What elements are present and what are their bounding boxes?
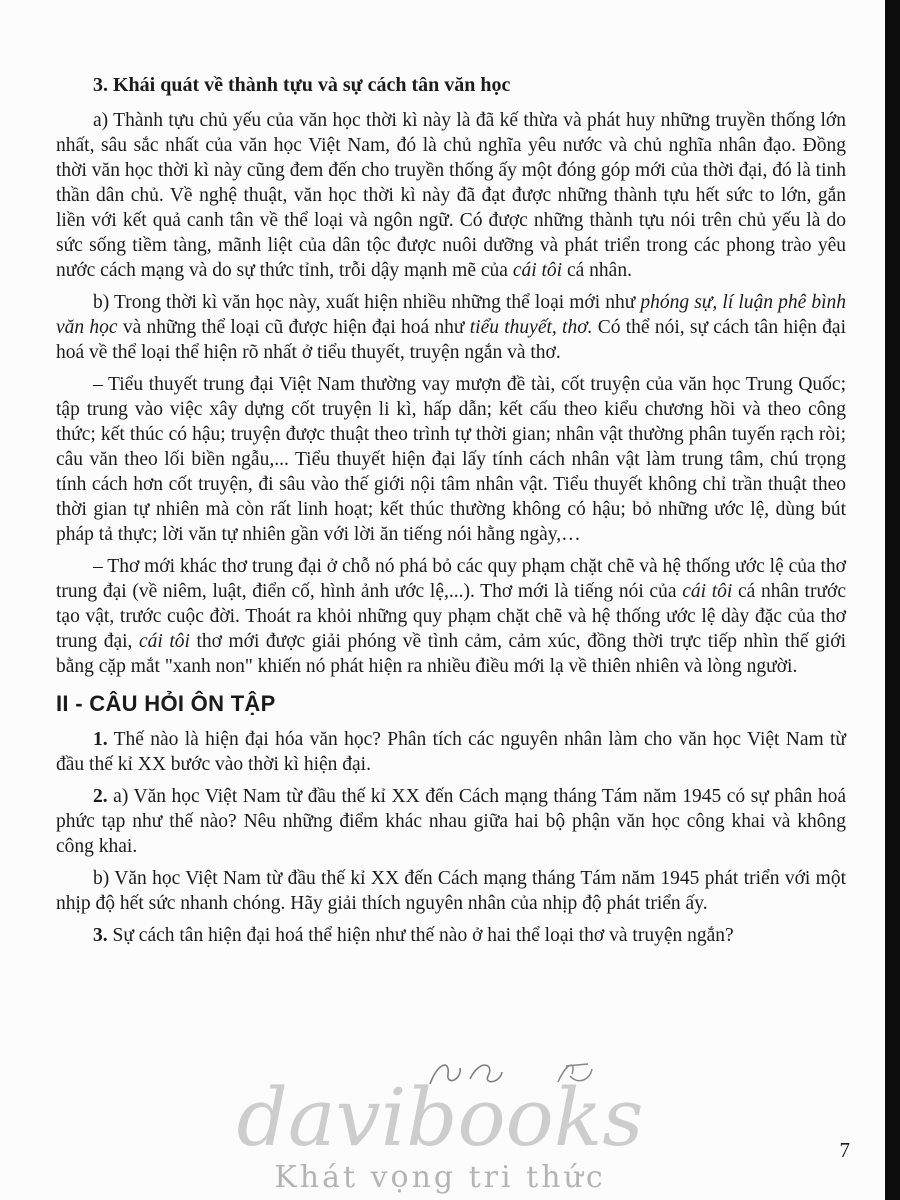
text-segment: 3. <box>93 925 108 946</box>
text-segment: tiểu thuyết, thơ. <box>469 317 593 338</box>
text-segment: 2. <box>93 786 108 807</box>
text-segment: phóng sự, lí luận phê bình văn học <box>56 292 846 338</box>
text-segment: Sự cách tân hiện đại hoá thể hiện như thế nào ở hai thể loại thơ và truyện ngắn? <box>107 925 734 946</box>
text-segment: 1. <box>93 729 108 750</box>
text-segment: cái tôi <box>512 260 563 281</box>
page-number: 7 <box>839 1138 850 1162</box>
text-segment: cá nhân trước tạo vật, trước cuộc đời. Thoát ra khỏi những quy phạm chặt chẽ và hệ thống ước lệ dày đặc của thơ trung đại, <box>56 581 846 652</box>
question-paragraph <box>56 784 846 859</box>
text-segment: và những thể loại cũ được hiện đại hoá như <box>117 317 470 338</box>
question-paragraph <box>56 727 846 777</box>
question-paragraph <box>56 923 846 948</box>
paragraphs-container <box>56 108 846 679</box>
text-segment: b) Trong thời kì văn học này, xuất hiện nhiều những thể loại mới như <box>93 292 641 313</box>
section-heading: 3. Khái quát về thành tựu và sự cách tân văn học <box>93 74 511 96</box>
text-segment: a) Thành tựu chủ yếu của văn học thời kì này là đã kế thừa và phát huy những truyền thống lớn nhất, sâu sắc nhất của văn học Việt Nam, đó là chủ nghĩa yêu nước và chủ nghĩa nhân đạo. Đồng thời văn học thời kì này cũng đem đến cho truyền thống ấy một đóng góp mới của thời đại, đó là tinh thần dân chủ. Về nghệ thuật, văn học thời kì này đã đạt được những thành tựu hết sức to lớn, gắn liền với kết quả canh tân về thể loại và ngôn ngữ. Có được những thành tựu nói trên chủ yếu là do sức sống tiềm tàng, mãnh liệt của dân tộc được nuôi dưỡng và phát triển trong các phong trào yêu nước cách mạng và do sự thức tỉnh, trỗi dậy mạnh mẽ của <box>56 110 846 281</box>
body-paragraph <box>56 108 846 283</box>
scan-edge-bar <box>885 0 900 1200</box>
question-paragraph <box>56 866 846 916</box>
watermark-logo: davibooks <box>236 1071 644 1164</box>
questions-container <box>56 727 846 948</box>
text-segment: Có thể nói, sự cách tân hiện đại hoá về thể loại thể hiện rõ nhất ở tiểu thuyết, truyện ngắn và thơ. <box>56 317 846 363</box>
page-content <box>56 74 846 955</box>
text-segment: Thế nào là hiện đại hóa văn học? Phân tích các nguyên nhân làm cho văn học Việt Nam từ đầu thế kỉ XX bước vào thời kì hiện đại. <box>56 729 846 775</box>
text-segment: a) Văn học Việt Nam từ đầu thế kỉ XX đến Cách mạng tháng Tám năm 1945 có sự phân hoá phức tạp như thế nào? Nêu những điểm khác nhau giữa hai bộ phận văn học công khai và không công khai. <box>56 786 846 857</box>
text-segment: – Tiểu thuyết trung đại Việt Nam thường vay mượn đề tài, cốt truyện của văn học Trung Quốc; tập trung vào việc xây dựng cốt truyện li kì, hấp dẫn; kết cấu theo kiểu chương hồi và theo công thức; kết thúc có hậu; truyện được thuật theo trình tự thời gian; nhân vật thường phân tuyến rạch ròi; câu văn theo lối biền ngẫu,... Tiểu thuyết hiện đại lấy tính cách nhân vật làm trung tâm, chú trọng tính cách hơn cốt truyện, đi sâu vào thế giới nội tâm nhân vật. Tiểu thuyết không chỉ trần thuật theo thời gian tự nhiên mà còn rất linh hoạt; kết thúc thường không có hậu; bỏ những ước lệ, dùng bút pháp tả thực; lời văn tự nhiên gần với lời ăn tiếng nói hằng ngày,… <box>56 374 846 545</box>
text-segment: thơ mới được giải phóng về tình cảm, cảm xúc, đồng thời trực tiếp nhìn thế giới bằng cặp mắt "xanh non" khiến nó phát hiện ra nhiều điều mới lạ về thiên nhiên và lòng người. <box>56 631 846 677</box>
text-segment: b) Văn học Việt Nam từ đầu thế kỉ XX đến Cách mạng tháng Tám năm 1945 phát triển với một nhịp độ hết sức nhanh chóng. Hãy giải thích nguyên nhân của nhịp độ phát triển ấy. <box>56 868 846 914</box>
handwritten-scribble <box>408 1052 628 1100</box>
body-paragraph <box>56 372 846 547</box>
text-segment: cái tôi <box>138 631 190 652</box>
watermark-tagline: Khát vọng tri thức <box>274 1160 606 1195</box>
body-paragraph <box>56 290 846 365</box>
review-questions-heading: II - CÂU HỎI ÔN TẬP <box>56 691 276 716</box>
text-segment: – Thơ mới khác thơ trung đại ở chỗ nó phá bỏ các quy phạm chặt chẽ và hệ thống ước lệ của thơ trung đại (về niêm, luật, điển cố, hình ảnh ước lệ,...). Thơ mới là tiếng nói của <box>56 556 846 602</box>
text-segment: cái tôi <box>682 581 733 602</box>
text-segment: cá nhân. <box>562 260 632 281</box>
body-paragraph <box>56 554 846 679</box>
